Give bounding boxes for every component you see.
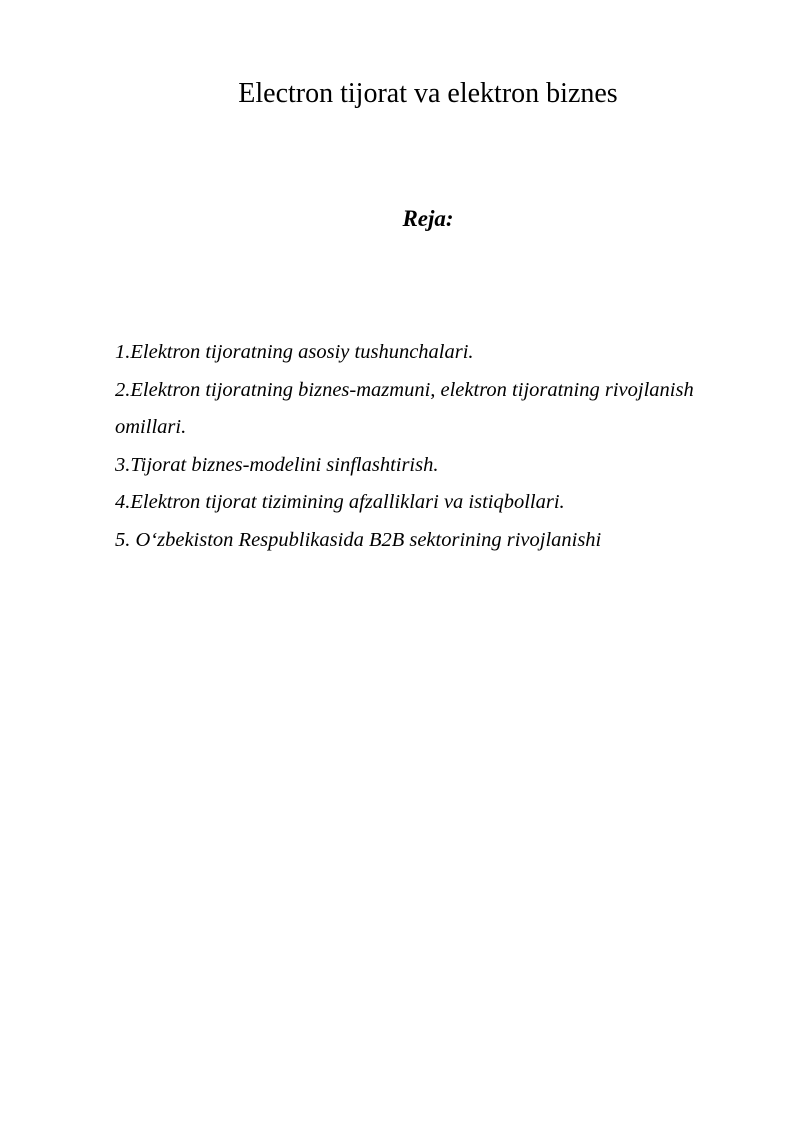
plan-item: 3.Tijorat biznes-modelini sinflashtirish. xyxy=(115,453,439,476)
plan-item: 5. O‘zbekiston Respublikasida B2B sektorining rivojlanishi xyxy=(115,528,602,551)
plan-item: 2.Elektron tijoratning biznes-mazmuni, elektron tijoratning rivojlanish omillari. xyxy=(115,378,694,438)
plan-item: 4.Elektron tijorat tizimining afzalliklari va istiqbollari. xyxy=(115,491,565,513)
plan-item: 1.Elektron tijoratning asosiy tushunchalari. xyxy=(115,341,474,363)
plan-heading: Reja: xyxy=(402,206,454,231)
plan-list xyxy=(115,334,735,559)
document-title: Electron tijorat va elektron biznes xyxy=(238,78,618,109)
